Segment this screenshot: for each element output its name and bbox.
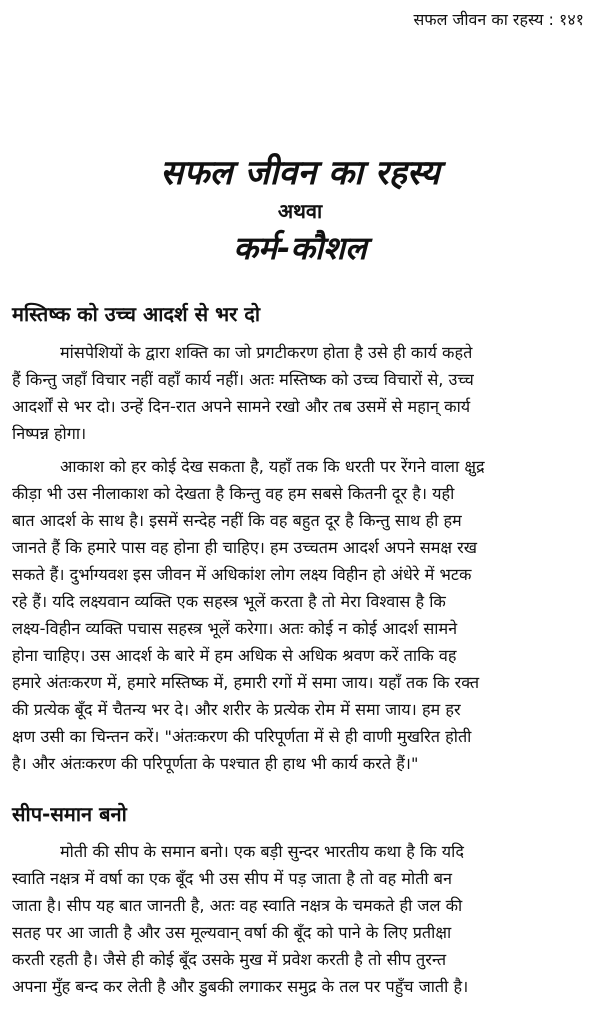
paragraph-line: सकते हैं। दुर्भाग्यवश इस जीवन में अधिकांश लोग लक्ष्य विहीन हो अंधेरे में भटक [12, 565, 472, 584]
paragraph-line: आकाश को हर कोई देख सकता है, यहाँ तक कि धरती पर रेंगने वाला क्षुद्र [60, 457, 485, 476]
paragraph-line: सतह पर आ जाती है और उस मूल्यवान् वर्षा की बूँद को पाने के लिए प्रतीक्षा [12, 923, 452, 942]
paragraph-line: निष्पन्न होगा। [12, 424, 87, 443]
paragraph-line: मोती की सीप के समान बनो। एक बड़ी सुन्दर भारतीय कथा है कि यदि [60, 842, 464, 861]
paragraph-line: बात आदर्श के साथ है। इसमें सन्देह नहीं कि वह बहुत दूर है किन्तु साथ ही हम [12, 511, 462, 530]
paragraph-line: होना चाहिए। उस आदर्श के बारे में हम अधिक से अधिक श्रवण करें ताकि वह [12, 646, 457, 665]
paragraph-line: की प्रत्येक बूँद में चैतन्य भर दे। और शरीर के प्रत्येक रोम में समा जाय। हम हर [12, 700, 461, 719]
paragraph-line: आदर्शों से भर दो। उन्हें दिन-रात अपने सामने रखो और तब उसमें से महान् कार्य [12, 397, 471, 416]
paragraph-line: क्षण उसी का चिन्तन करें। "अंतःकरण की परिपूर्णता में से ही वाणी मुखरित होती [12, 727, 472, 746]
paragraph-line: अपना मुँह बन्द कर लेती है और डुबकी लगाकर समुद्र के तल पर पहुँच जाती है। [12, 977, 469, 996]
paragraph-line: कीड़ा भी उस नीलाकाश को देखता है किन्तु वह हम सबसे कितनी दूर है। यही [12, 484, 455, 503]
paragraph-line: है। और अंतःकरण की परिपूर्णता के पश्चात ही हाथ भी कार्य करते हैं।" [12, 754, 419, 773]
chapter-subtitle: कर्म-कौशल [233, 229, 367, 267]
section-heading: मस्तिष्क को उच्च आदर्श से भर दो [12, 302, 261, 326]
paragraph-line: हैं किन्तु जहाँ विचार नहीं वहाँ कार्य नहीं। अतः मस्तिष्क को उच्च विचारों से, उच्च [12, 370, 474, 389]
paragraph-line: हमारे अंतःकरण में, हमारे मस्तिष्क में, हमारी रगों में समा जाय। यहाँ तक कि रक्त [12, 673, 480, 692]
paragraph-line: स्वाति नक्षत्र में वर्षा का एक बूँद भी उस सीप में पड़ जाता है तो वह मोती बन [12, 869, 452, 888]
paragraph-line: जानते हैं कि हमारे पास वह होना ही चाहिए। हम उच्चतम आदर्श अपने समक्ष रख [12, 538, 478, 557]
paragraph-line: मांसपेशियों के द्वारा शक्ति का जो प्रगटीकरण होता है उसे ही कार्य कहते [60, 343, 473, 362]
paragraph-line: जाता है। सीप यह बात जानती है, अतः वह स्वाति नक्षत्र के चमकते ही जल की [12, 896, 463, 915]
paragraph-line: रहे हैं। यदि लक्ष्यवान व्यक्ति एक सहस्त्र भूलें करता है तो मेरा विश्वास है कि [12, 592, 446, 611]
running-header: सफल जीवन का रहस्य : १४१ [413, 10, 584, 29]
paragraph-line: लक्ष्य-विहीन व्यक्ति पचास सहस्त्र भूलें करेगा। अतः कोई न कोई आदर्श सामने [12, 619, 458, 638]
section-heading: सीप-समान बनो [12, 802, 127, 826]
chapter-title: सफल जीवन का रहस्य [160, 153, 440, 193]
title-conjunction: अथवा [277, 199, 323, 223]
paragraph-line: करती रहती है। जैसे ही कोई बूँद उसके मुख में प्रवेश करती है तो सीप तुरन्त [12, 950, 447, 969]
